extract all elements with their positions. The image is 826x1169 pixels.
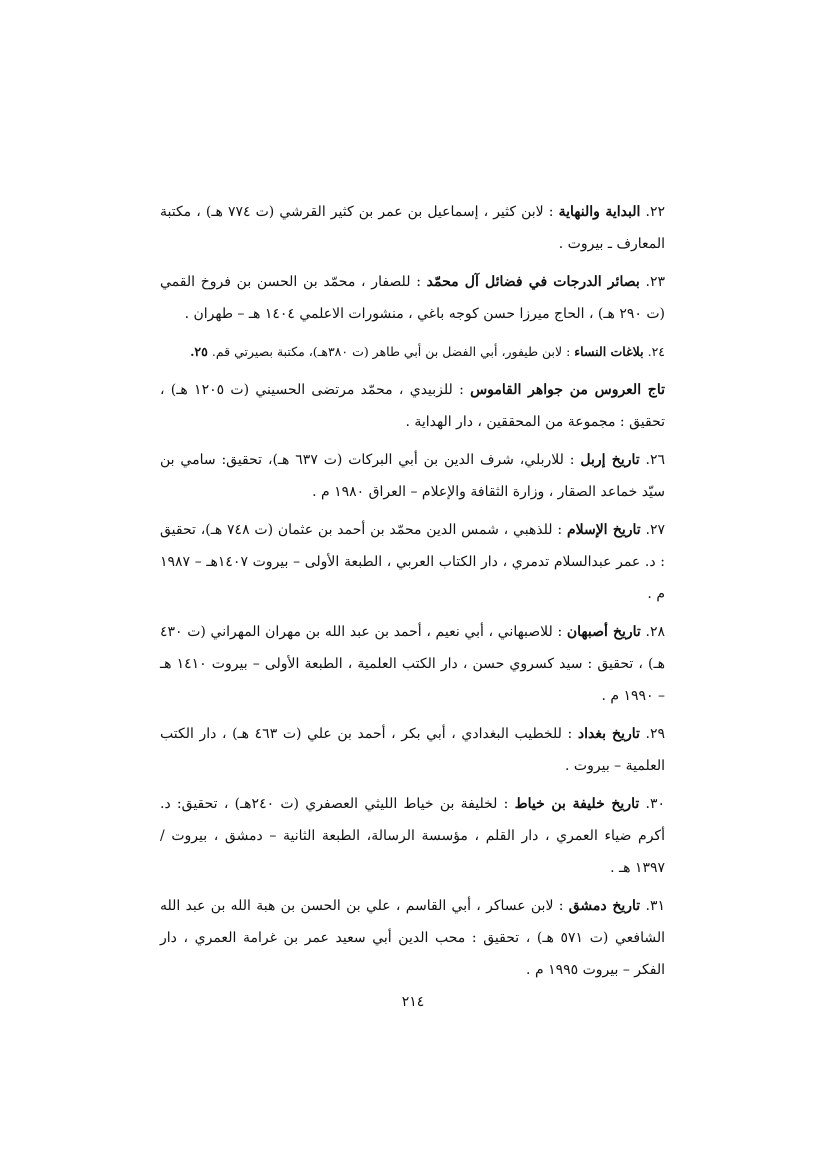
bibliography-entry-24	[160, 336, 665, 368]
entry-number: ٢٢.	[645, 204, 666, 220]
entry-title: تاريخ خليفة بن خياط	[514, 796, 640, 812]
entry-number: ٢٣.	[645, 274, 666, 290]
page-number: ٢١٤	[401, 994, 425, 1010]
entry-details: : لابن طيفور، أبي الفضل بن أبي طاهر (ت ٣٨٠هـ)، مكتبة بصيرتي قم.	[211, 344, 571, 359]
entry-title: تاريخ إربل	[580, 452, 640, 468]
entry-details: : لابن عساكر ، أبي القاسم ، علي بن الحسن بن هبة الله بن عبد الله الشافعي (ت ٥٧١ هـ) ، تحقيق : محب الدين أبي سعيد عمر بن غرامة العمري ، دار الفكر – بيروت ١٩٩٥ م .	[160, 898, 665, 978]
entry-title: تاريخ بغداد	[577, 726, 640, 742]
entry-title: تاريخ دمشق	[568, 898, 641, 914]
entry-number: ٢٦.	[645, 452, 666, 468]
entry-title: بلاغات النساء	[574, 344, 644, 359]
entry-number-next: ٢٥.	[190, 344, 208, 359]
bibliography-page	[160, 196, 665, 992]
entry-details: : للذهبي ، شمس الدين محمّد بن أحمد بن عثمان (ت ٧٤٨ هـ)، تحقيق : د. عمر عبدالسلام تدمري ، دار الكتاب العربي ، الطبعة الأولى – بيروت ١٤٠٧هـ – ١٩٨٧ م .	[160, 522, 665, 602]
bibliography-entry-22	[160, 196, 665, 260]
entry-details: : للخطيب البغدادي ، أبي بكر ، أحمد بن علي (ت ٤٦٣ هـ) ، دار الكتب العلمية – بيروت .	[160, 726, 665, 774]
bibliography-entry-30	[160, 788, 665, 884]
bibliography-entry-25	[160, 374, 665, 438]
entry-number: ٣٠.	[645, 796, 666, 812]
entry-title: تاريخ الإسلام	[566, 522, 641, 538]
entry-details: : لابن كثير ، إسماعيل بن عمر بن كثير القرشي (ت ٧٧٤ هـ) ، مكتبة المعارف ـ بيروت .	[160, 204, 665, 252]
bibliography-entry-23	[160, 266, 665, 330]
entry-number: ٣١.	[645, 898, 665, 914]
bibliography-entry-26	[160, 444, 665, 508]
entry-number: ٢٩.	[645, 726, 666, 742]
entry-title: تاريخ أصبهان	[566, 624, 641, 640]
entry-number: ٢٨.	[645, 624, 666, 640]
entry-title: البداية والنهاية	[558, 204, 641, 220]
entry-details: : للاربلي، شرف الدين بن أبي البركات (ت ٦٣٧ هـ)، تحقيق: سامي بن سيّد خماعد الصقار ، وزارة الثقافة والإعلام – العراق ١٩٨٠ م .	[160, 452, 665, 500]
entry-number: ٢٧.	[645, 522, 665, 538]
bibliography-entry-27	[160, 514, 665, 610]
bibliography-entry-31	[160, 890, 665, 986]
entry-details: : لخليفة بن خياط الليثي العصفري (ت ٢٤٠هـ) ، تحقيق: د. أكرم ضياء العمري ، دار القلم ، مؤسسة الرسالة، الطبعة الثانية – دمشق ، بيروت / ١٣٩٧ هـ .	[160, 796, 665, 876]
entry-title: بصائر الدرجات في فضائل آل محمّد	[426, 274, 640, 290]
bibliography-entry-29	[160, 718, 665, 782]
entry-details: : للصفار ، محمّد بن الحسن بن فروخ القمي (ت ٢٩٠ هـ) ، الحاج ميرزا حسن كوجه باغي ، منشورات الاعلمي ١٤٠٤ هـ – طهران .	[160, 274, 665, 322]
entry-details: : للزبيدي ، محمّد مرتضى الحسيني (ت ١٢٠٥ هـ) ، تحقيق : مجموعة من المحققين ، دار الهداية .	[160, 382, 665, 430]
entry-number: ٢٤.	[647, 344, 665, 359]
entry-title: تاج العروس من جواهر القاموس	[470, 382, 665, 398]
entry-details: : للاصبهاني ، أبي نعيم ، أحمد بن عبد الله بن مهران المهراني (ت ٤٣٠ هـ) ، تحقيق : سيد كسروي حسن ، دار الكتب العلمية ، الطبعة الأولى – بيروت ١٤١٠ هـ – ١٩٩٠ م .	[160, 624, 665, 704]
bibliography-entry-28	[160, 616, 665, 712]
